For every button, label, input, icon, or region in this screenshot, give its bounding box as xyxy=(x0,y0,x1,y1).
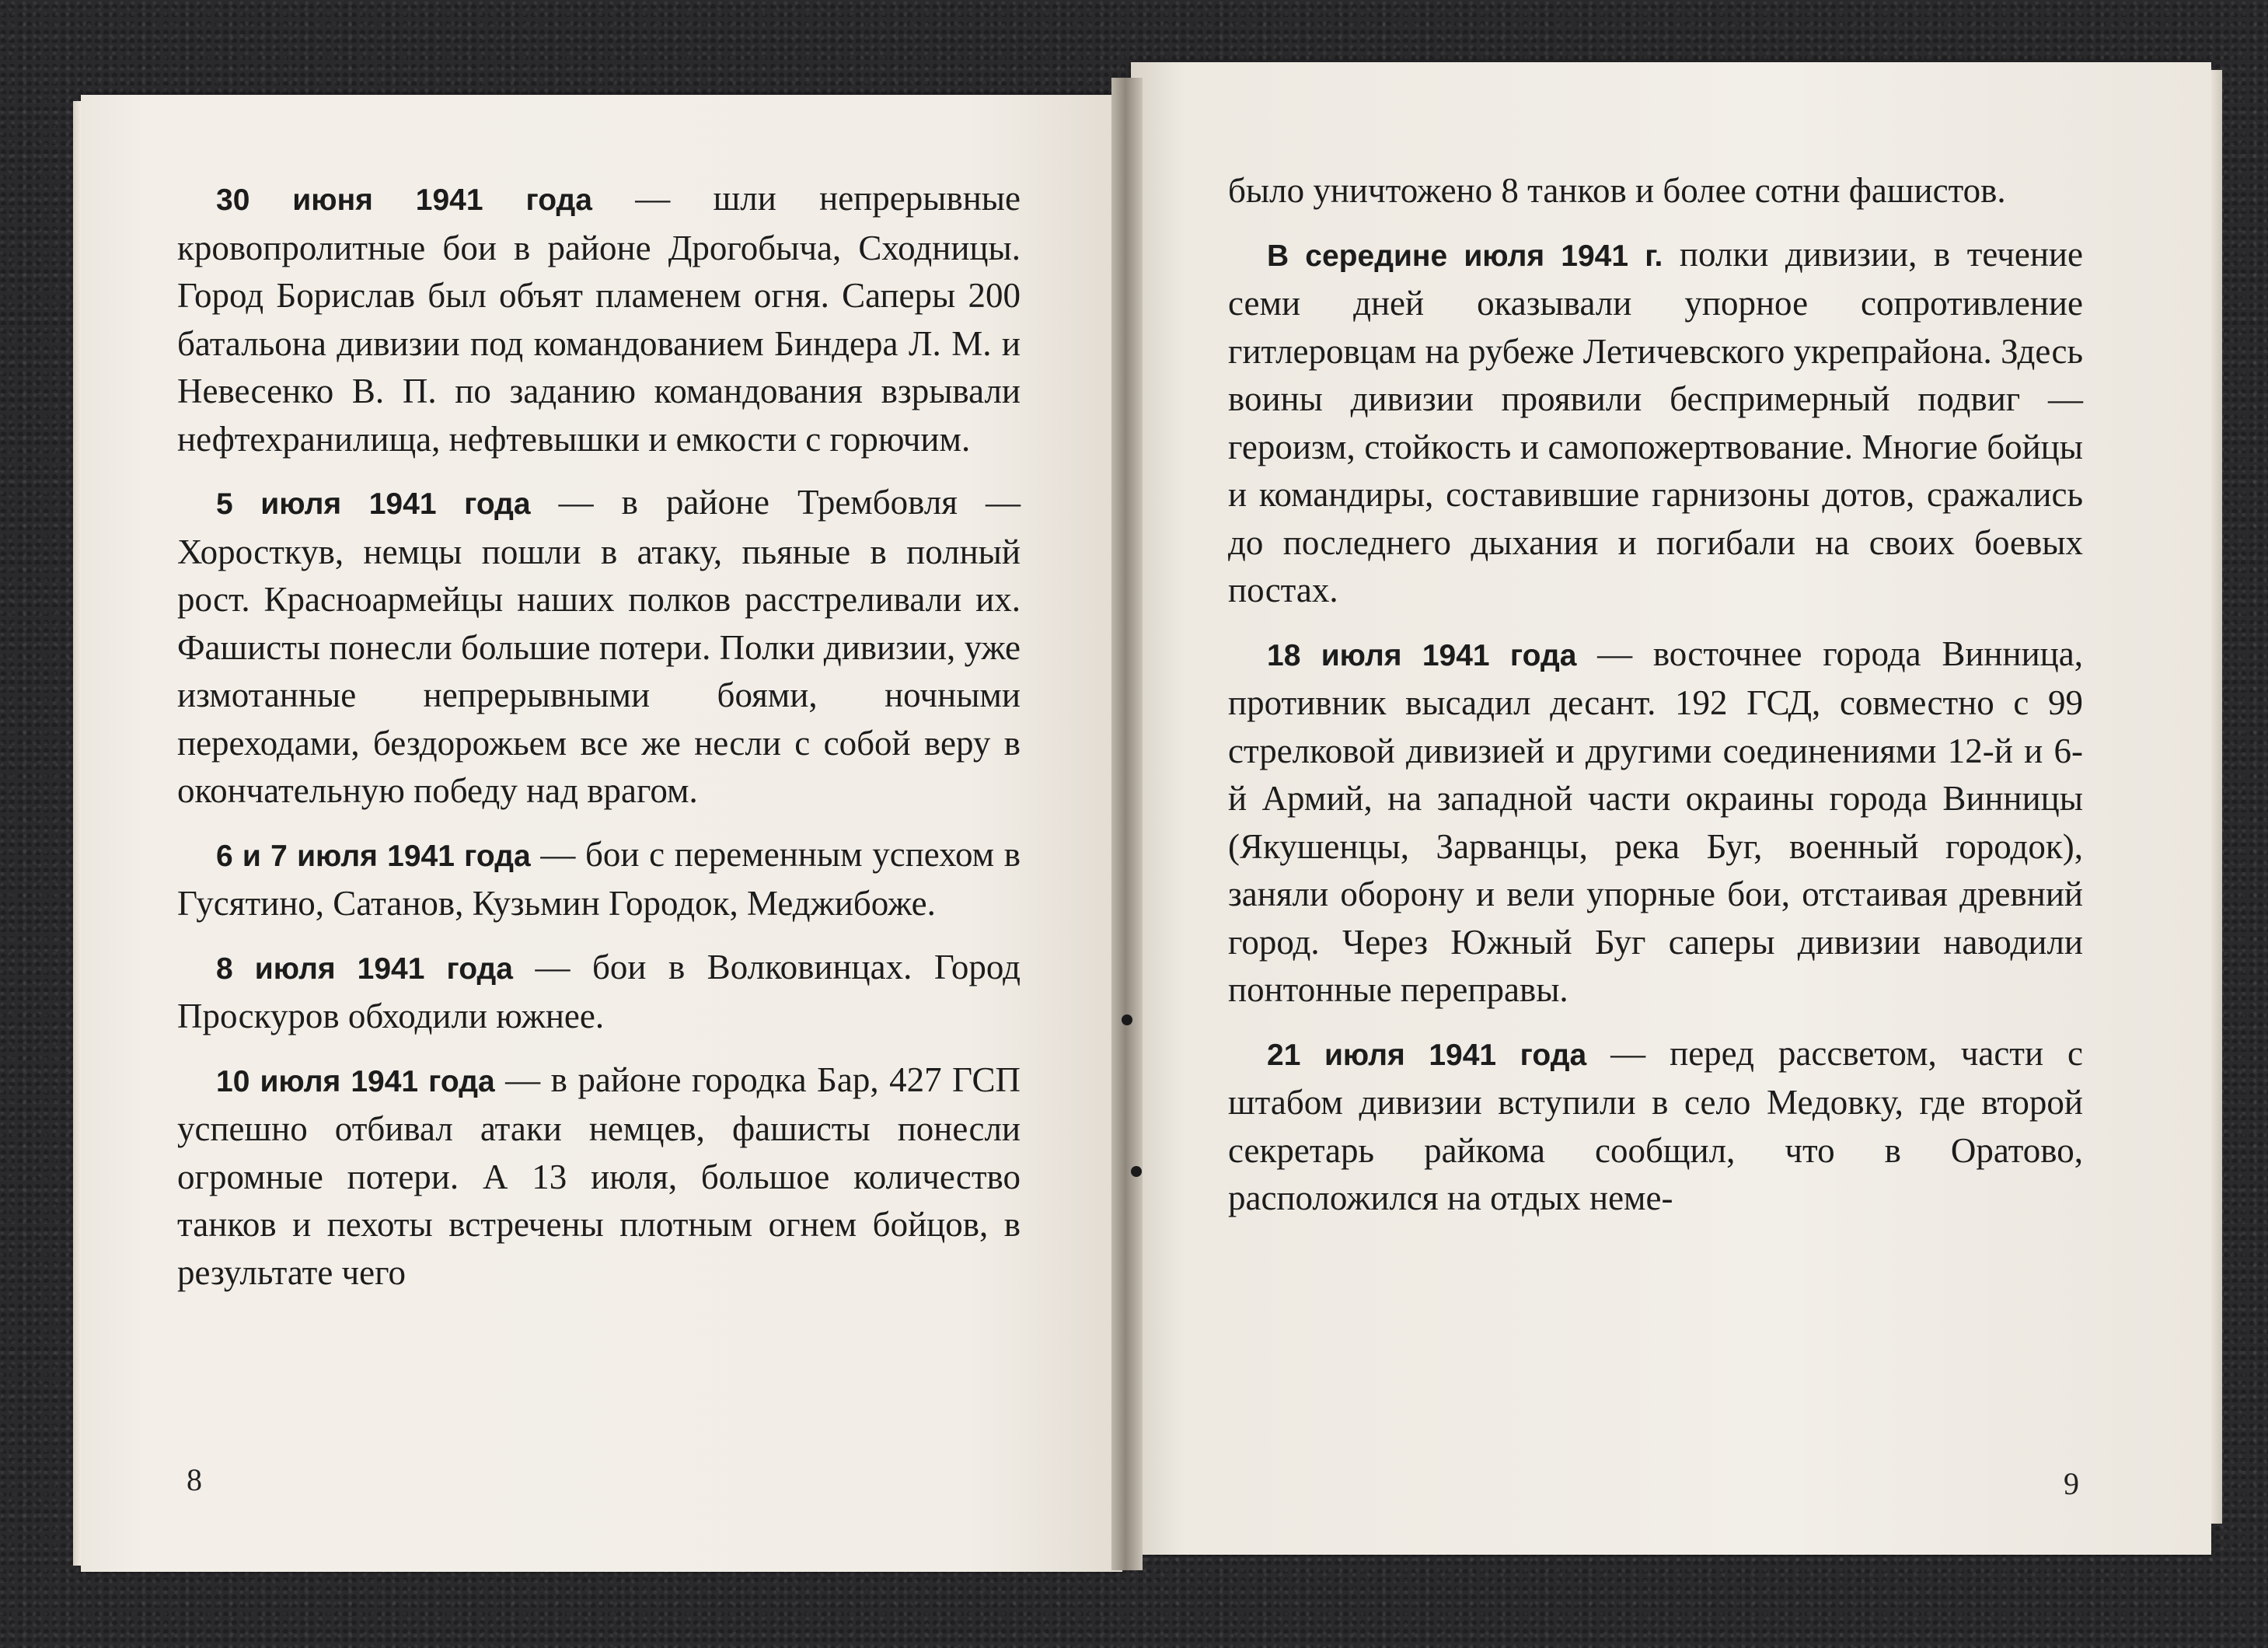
paragraph xyxy=(177,1056,1021,1297)
paragraph xyxy=(177,175,1021,463)
paragraph-text: — восточнее города Винница, противник высадил десант. 192 ГСД, совместно с 99 стрелковой дивизией и другими соединениями 12-й и 6-й Армий, на западной части окраины города Винницы (Якушенцы, Зарванцы, река Буг, военный городок), заняли оборону и вели упорные бои, отстаивая древний город. Через Южный Буг саперы дивизии наводили понтонные переправы. xyxy=(1228,634,2083,1009)
page-number-left: 8 xyxy=(187,1462,202,1497)
paragraph xyxy=(1228,231,2083,615)
paragraph-date: 18 июля 1941 года xyxy=(1267,638,1577,672)
paragraph-date: 30 июня 1941 года xyxy=(216,183,592,217)
paragraph xyxy=(177,479,1021,815)
paragraph-text: — шли непрерывные кровопролитные бои в районе Дрогобыча, Сходницы. Город Борислав был объят пламенем огня. Саперы 200 батальона дивизии под командованием Биндера Л. М. и Невесенко В. П. по заданию командования взрывали нефтехранилища, нефтевышки и емкости с горючим. xyxy=(177,179,1021,459)
continuation-paragraph: было уничтожено 8 танков и более сотни фашистов. xyxy=(1228,171,2006,210)
book-spine-gutter xyxy=(1111,78,1143,1570)
paragraph-date: 10 июля 1941 года xyxy=(216,1064,495,1098)
paragraph xyxy=(177,944,1021,1041)
left-page-text xyxy=(177,175,1021,1312)
paragraph-text: — в районе городка Бар, 427 ГСП успешно отбивал атаки немцев, фашисты понесли огромные потери. А 13 июля, большое количество танков и пехоты встречены плотным огнем бойцов, в результате чего xyxy=(177,1060,1021,1292)
paragraph xyxy=(1228,1030,2083,1223)
page-number-right: 9 xyxy=(2064,1466,2079,1501)
paragraph-date: 8 июля 1941 года xyxy=(216,951,513,986)
right-page-text xyxy=(1228,167,2083,1238)
paragraph-date: 5 июля 1941 года xyxy=(216,487,531,521)
paragraph-text: — перед рассветом, части с штабом дивизии вступили в село Медовку, где второй секретарь райкома сообщил, что в Оратово, расположился на отдых неме- xyxy=(1228,1033,2083,1217)
paragraph-text: — бои с переменным успехом в Гусятино, Сатанов, Кузьмин Городок, Меджибоже. xyxy=(177,834,1021,923)
staple-top xyxy=(1122,1014,1132,1025)
paragraph-text: — в районе Трембовля — Хоросткув, немцы пошли в атаку, пьяные в полный рост. Красноармейцы наших полков расстреливали их. Фашисты понесли большие потери. Полки дивизии, уже измотанные непрерывными боями, ночными переходами, бездорожьем все же несли с собой веру в окончательную победу над врагом. xyxy=(177,483,1021,810)
paragraph xyxy=(1228,630,2083,1014)
staple-bottom xyxy=(1131,1166,1142,1177)
paragraph-date: В середине июля 1941 г. xyxy=(1267,239,1663,273)
paragraph-date: 21 июля 1941 года xyxy=(1267,1038,1587,1072)
paragraph-text: полки дивизии, в течение семи дней оказывали упорное сопротивление гитлеровцам на рубеже Летичевского укрепрайона. Здесь воины дивизии проявили беспримерный подвиг — героизм, стойкость и самопожертвование. Многие бойцы и командиры, составившие гарнизоны дотов, сражались до последнего дыхания и погибали на своих боевых постах. xyxy=(1228,234,2083,609)
paragraph-text: — бои в Волковинцах. Город Проскуров обходили южнее. xyxy=(177,947,1021,1035)
paragraph-date: 6 и 7 июля 1941 года xyxy=(216,839,531,873)
paragraph xyxy=(177,831,1021,928)
